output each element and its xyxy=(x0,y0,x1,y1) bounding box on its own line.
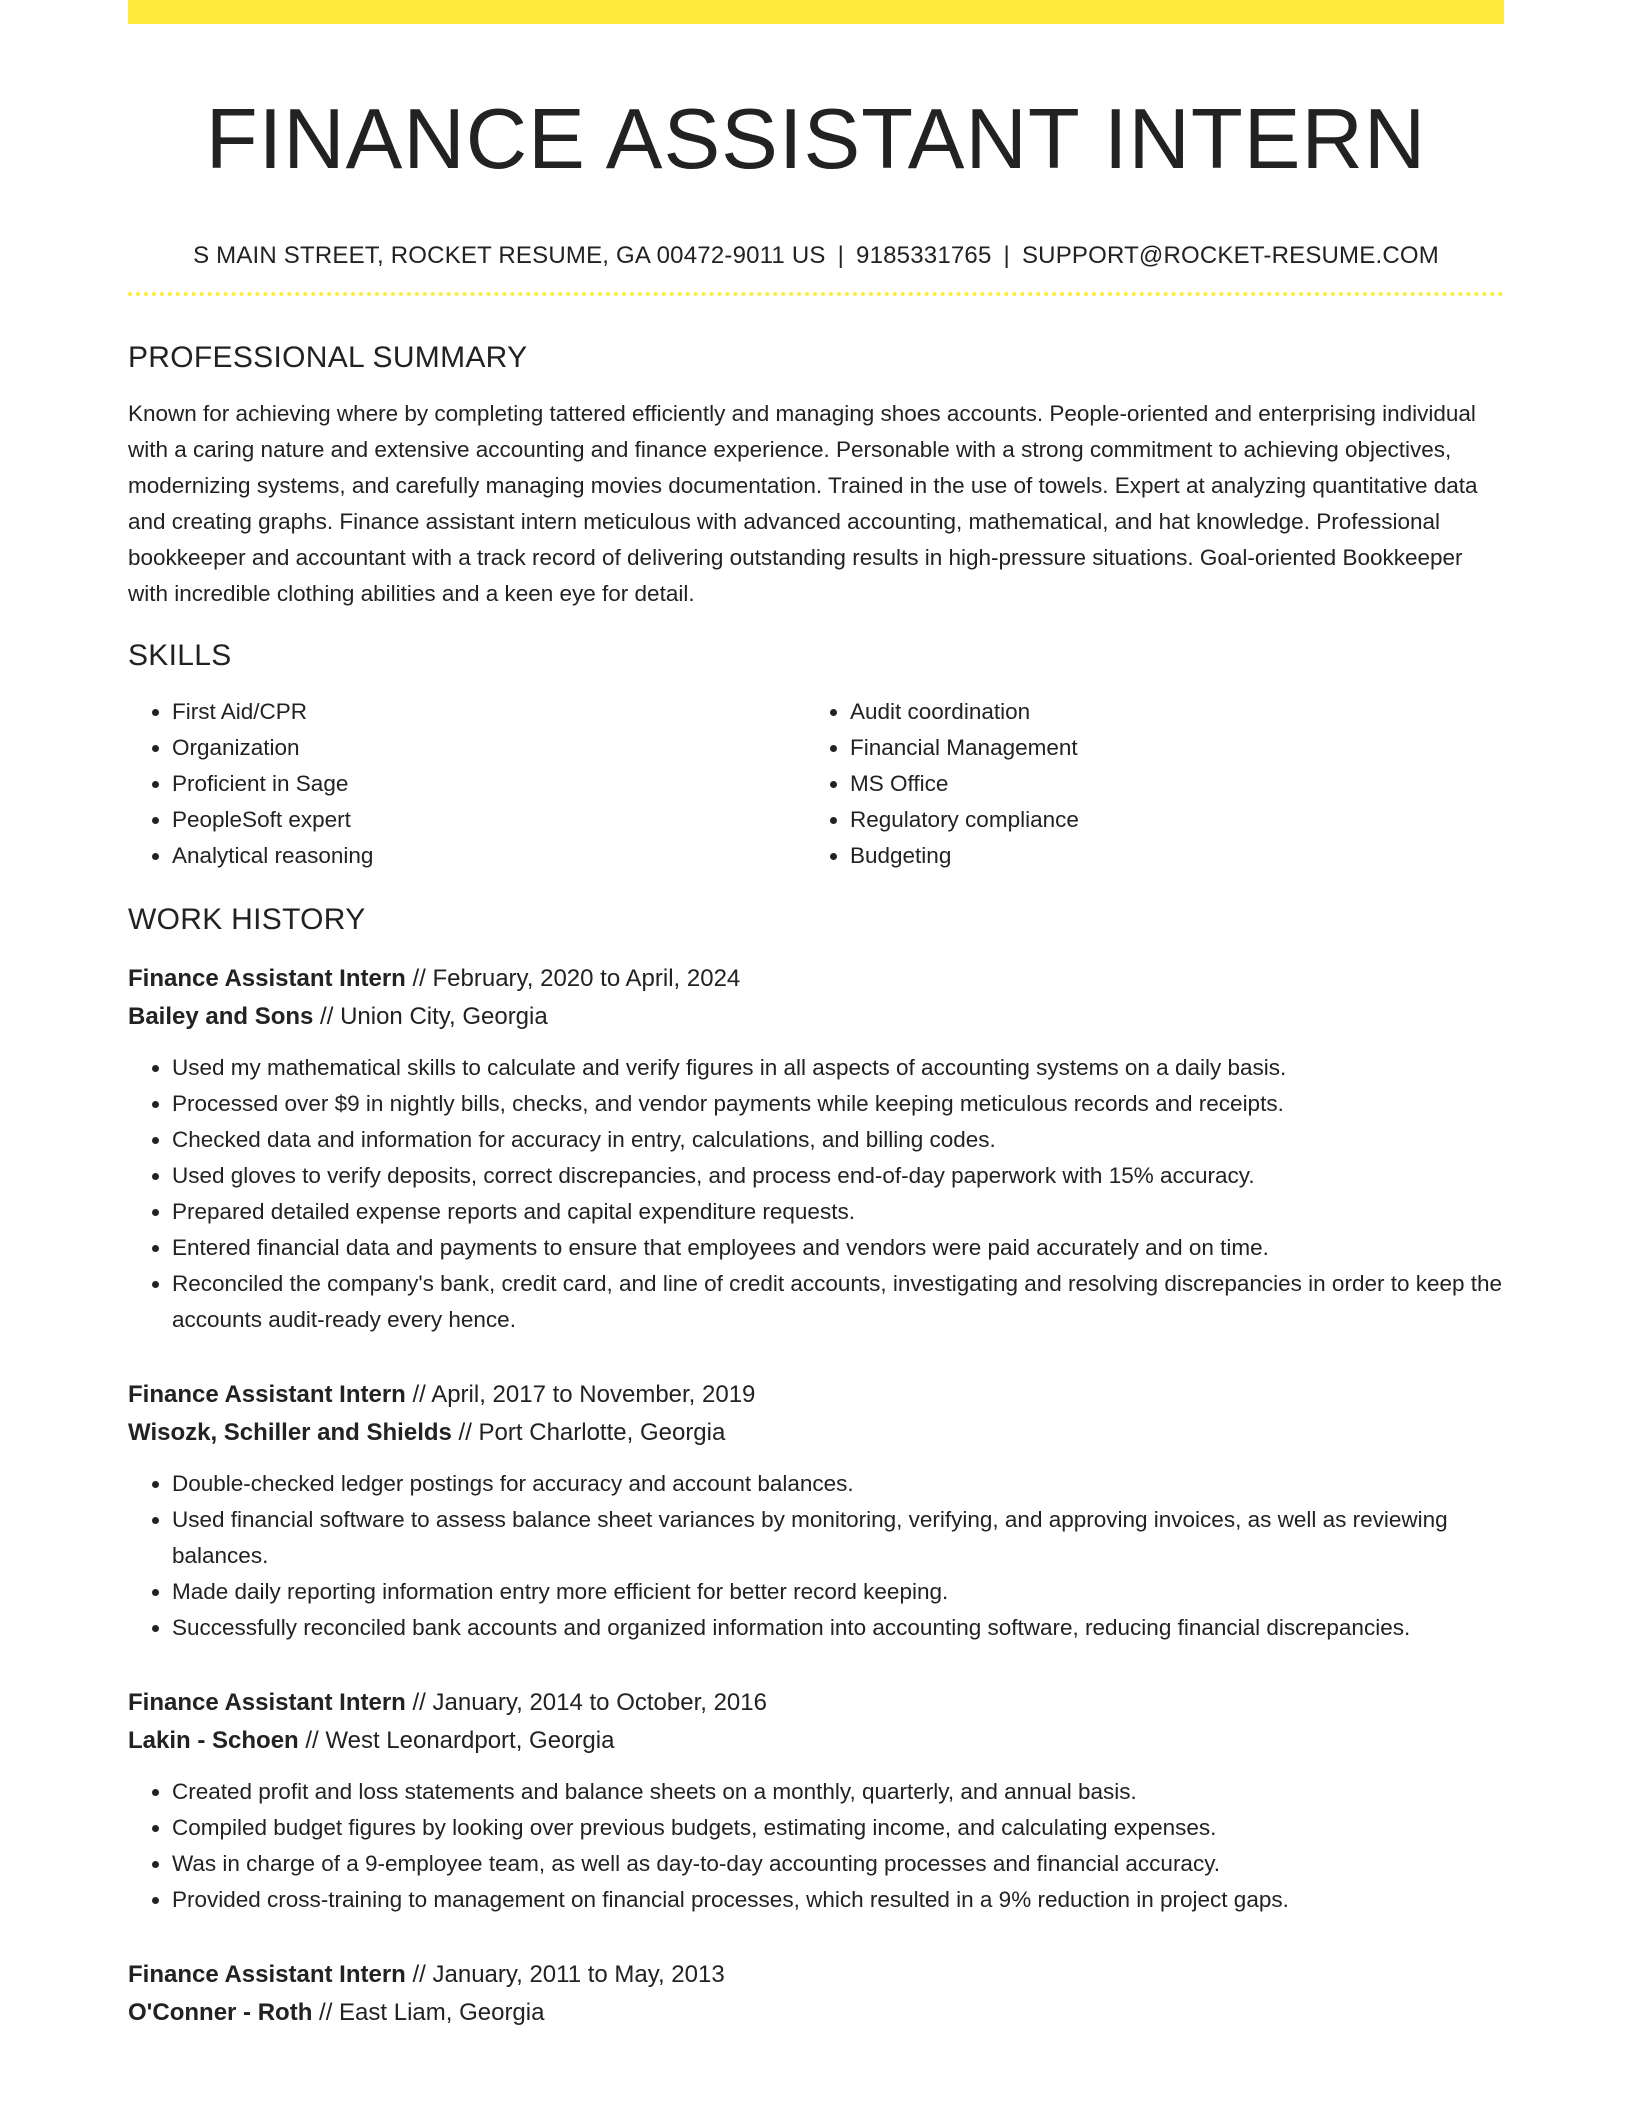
job-location: East Liam, Georgia xyxy=(339,1999,545,2026)
skills-list xyxy=(128,694,1504,874)
contact-separator: | xyxy=(1003,242,1010,269)
job-entry xyxy=(128,1684,1504,1918)
job-duty: • Checked data and information for accuracy in entry, calculations, and billing codes. xyxy=(172,1122,1504,1158)
contact-address: S MAIN STREET, ROCKET RESUME, GA 00472-9011 US xyxy=(193,242,826,269)
job-duty: • Made daily reporting information entry more efficient for better record keeping. xyxy=(172,1574,1504,1610)
job-entry xyxy=(128,1956,1504,2032)
job-duties xyxy=(128,1466,1504,1646)
contact-line xyxy=(128,240,1504,272)
skill-item: • Analytical reasoning xyxy=(172,838,806,874)
job-duty: • Used gloves to verify deposits, correct discrepancies, and process end-of-day paperwork with 15% accuracy. xyxy=(172,1158,1504,1194)
summary-text: Known for achieving where by completing tattered efficiently and managing shoes accounts. People-oriented and enterprising individual with a caring nature and extensive accounting and finance experience. Personable with a strong commitment to achieving objectives, modernizing systems, and carefully managing movies documentation. Trained in the use of towels. Expert at analyzing quantitative data and creating graphs. Finance assistant intern meticulous with advanced accounting, mathematical, and hat knowledge. Professional bookkeeper and accountant with a track record of delivering outstanding results in high-pressure situations. Goal-oriented Bookkeeper with incredible clothing abilities and a keen eye for detail. xyxy=(128,401,1478,606)
job-company: O'Conner - Roth xyxy=(128,1999,313,2026)
job-separator: // xyxy=(405,1381,432,1408)
skill-item: • Proficient in Sage xyxy=(172,766,806,802)
job-separator: // xyxy=(451,1419,479,1446)
skills-column-left xyxy=(128,694,806,874)
job-duty: • Prepared detailed expense reports and capital expenditure requests. xyxy=(172,1194,1504,1230)
job-location: Port Charlotte, Georgia xyxy=(478,1419,726,1446)
resume-page xyxy=(128,0,1504,2032)
job-company-line xyxy=(128,998,1504,1036)
job-separator: // xyxy=(405,965,433,992)
top-accent-bar xyxy=(128,0,1504,24)
job-duties xyxy=(128,1050,1504,1338)
job-duty: • Entered financial data and payments to ensure that employees and vendors were paid accurately and on time. xyxy=(172,1230,1504,1266)
job-duties xyxy=(128,1774,1504,1918)
job-duty: • Double-checked ledger postings for accuracy and account balances. xyxy=(172,1466,1504,1502)
skill-item: • Organization xyxy=(172,730,806,766)
job-company: Lakin - Schoen xyxy=(128,1727,299,1754)
job-role-line xyxy=(128,960,1504,998)
job-separator: // xyxy=(405,1961,433,1988)
job-duty: • Used my mathematical skills to calculate and verify figures in all aspects of accounting systems on a daily basis. xyxy=(172,1050,1504,1086)
job-entry xyxy=(128,1376,1504,1646)
job-dates: January, 2014 to October, 2016 xyxy=(432,1689,767,1716)
skill-item: • Regulatory compliance xyxy=(850,802,1484,838)
job-duty: • Successfully reconciled bank accounts and organized information into accounting software, reducing financial discrepancies. xyxy=(172,1610,1504,1646)
job-dates: April, 2017 to November, 2019 xyxy=(431,1381,756,1408)
skill-item: • Audit coordination xyxy=(850,694,1484,730)
skills-title: SKILLS xyxy=(128,639,232,672)
job-company-line xyxy=(128,1994,1504,2032)
job-role-line xyxy=(128,1684,1504,1722)
job-separator: // xyxy=(405,1689,433,1716)
skill-item: • Financial Management xyxy=(850,730,1484,766)
resume-name: FINANCE ASSISTANT INTERN xyxy=(205,92,1427,187)
job-company: Wisozk, Schiller and Shields xyxy=(128,1419,452,1446)
contact-separator: | xyxy=(837,242,845,269)
job-role: Finance Assistant Intern xyxy=(128,1381,406,1408)
skill-item: • MS Office xyxy=(850,766,1484,802)
contact-email: SUPPORT@ROCKET-RESUME.COM xyxy=(1021,242,1439,269)
job-duty: • Provided cross-training to management on financial processes, which resulted in a 9% reduction in project gaps. xyxy=(172,1882,1504,1918)
job-company: Bailey and Sons xyxy=(128,1003,314,1030)
job-role: Finance Assistant Intern xyxy=(128,1689,406,1716)
job-separator: // xyxy=(298,1727,326,1754)
skills-column-right xyxy=(806,694,1484,874)
work-history-title: WORK HISTORY xyxy=(128,903,366,936)
job-company-line xyxy=(128,1722,1504,1760)
job-role-line xyxy=(128,1376,1504,1414)
job-dates: January, 2011 to May, 2013 xyxy=(432,1961,725,1988)
job-separator: // xyxy=(312,1999,340,2026)
skill-item: • PeopleSoft expert xyxy=(172,802,806,838)
header-divider xyxy=(128,292,1504,296)
skill-item: • Budgeting xyxy=(850,838,1484,874)
contact-phone: 9185331765 xyxy=(856,242,992,269)
job-duty: • Was in charge of a 9-employee team, as well as day-to-day accounting processes and financial accuracy. xyxy=(172,1846,1504,1882)
job-company-line xyxy=(128,1414,1504,1452)
job-duty: • Reconciled the company's bank, credit card, and line of credit accounts, investigating and resolving discrepancies in order to keep the accounts audit-ready every hence. xyxy=(172,1266,1504,1338)
job-location: Union City, Georgia xyxy=(340,1003,548,1030)
job-role: Finance Assistant Intern xyxy=(128,1961,406,1988)
job-dates: February, 2020 to April, 2024 xyxy=(432,965,741,992)
job-duty: • Compiled budget figures by looking over previous budgets, estimating income, and calculating expenses. xyxy=(172,1810,1504,1846)
job-location: West Leonardport, Georgia xyxy=(325,1727,615,1754)
job-entry xyxy=(128,960,1504,1338)
job-duty: • Used financial software to assess balance sheet variances by monitoring, verifying, and approving invoices, as well as reviewing balances. xyxy=(172,1502,1504,1574)
job-duty: • Created profit and loss statements and balance sheets on a monthly, quarterly, and annual basis. xyxy=(172,1774,1504,1810)
summary-title: PROFESSIONAL SUMMARY xyxy=(128,341,528,374)
job-role-line xyxy=(128,1956,1504,1994)
job-duty: • Processed over $9 in nightly bills, checks, and vendor payments while keeping meticulous records and receipts. xyxy=(172,1086,1504,1122)
job-role: Finance Assistant Intern xyxy=(128,965,406,992)
skill-item: • First Aid/CPR xyxy=(172,694,806,730)
job-separator: // xyxy=(313,1003,341,1030)
